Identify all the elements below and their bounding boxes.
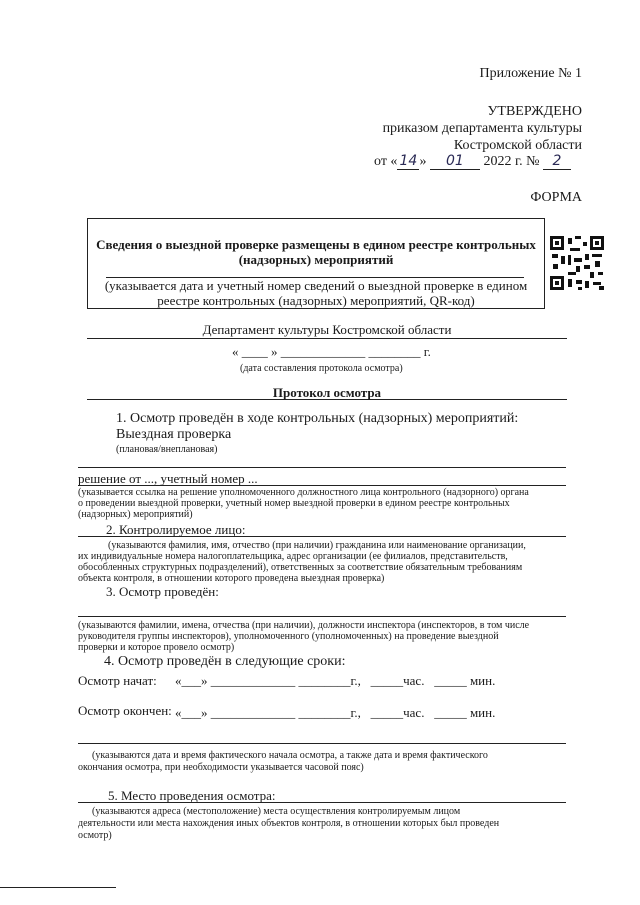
section-2-heading: 2. Контролируемое лицо: <box>106 522 246 537</box>
section-4-heading: 4. Осмотр проведён в следующие сроки: <box>104 654 346 669</box>
section-5-heading: 5. Место проведения осмотра: <box>108 788 276 803</box>
registry-title: Сведения о выездной проверке размещены в едином реестре контрольных (надзорных) мероприятий <box>96 237 536 267</box>
section-2-caption-3: обособленных структурных подразделений), ответственных за соответствие обязательным требованиям <box>78 562 523 573</box>
registry-box <box>87 218 545 309</box>
protocol-date-caption: (дата составления протокола осмотра) <box>240 363 403 374</box>
section-5-caption-1: (указываются адреса (местоположение) места осуществления контролируемым лицом <box>92 806 461 817</box>
order-line-1: приказом департамента культуры <box>382 121 582 136</box>
section-2-line <box>78 536 566 537</box>
section-1-caption: (плановая/внеплановая) <box>116 444 218 455</box>
order-line-2: Костромской области <box>453 138 582 153</box>
section-3-line <box>78 616 566 617</box>
inspection-end-label: Осмотр окончен: <box>78 703 172 718</box>
section-4-caption-2: окончания осмотра, при необходимости указывается часовой пояс) <box>78 762 364 773</box>
department-underline <box>87 338 567 339</box>
section-1-line <box>78 467 566 468</box>
section-2-caption-2: их индивидуальные номера налогоплательщика, адрес организации (ее филиалов, представительств, <box>78 551 508 562</box>
footnote-separator <box>0 887 116 888</box>
section-1-decision-caption-1: (указывается ссылка на решение уполномоченного должностного лица контрольного (надзорного) органа <box>78 487 529 498</box>
section-1-decision: решение от ..., учетный номер ... <box>78 471 258 486</box>
department-name: Департамент культуры Костромской области <box>202 322 452 337</box>
section-1-decision-line <box>78 485 566 486</box>
section-1-decision-caption-3: (надзорных) мероприятий) <box>78 509 193 520</box>
section-1-value: Выездная проверка <box>116 427 232 442</box>
section-3-heading: 3. Осмотр проведён: <box>106 584 219 599</box>
section-1-decision-caption-2: о проведении выездной проверки, учетный номер выездной проверки в едином реестре контрольных <box>78 498 510 509</box>
section-2-caption-4: объекта контроля, в отношении которого проведена выездная проверка) <box>78 573 385 584</box>
section-3-caption-3: проверки и которое провело осмотр) <box>78 642 235 653</box>
section-3-caption-2: руководителя группы инспекторов), уполномоченного (уполномоченных) на проведение выездной <box>78 631 499 642</box>
form-label: ФОРМА <box>530 190 582 205</box>
registry-caption-2: реестре контрольных (надзорных) мероприятий, QR-код) <box>157 293 475 308</box>
qr-code-icon <box>550 236 604 290</box>
section-2-caption-1: (указываются фамилия, имя, отчество (при наличии) гражданина или наименование организации, <box>108 540 526 551</box>
section-5-caption-2: деятельности или места нахождения иных объектов контроля, в отношении которых был проведен <box>78 818 500 829</box>
appendix-label: Приложение № 1 <box>479 66 582 81</box>
protocol-title: Протокол осмотра <box>272 385 382 400</box>
section-5-line <box>78 802 566 803</box>
inspection-start-time: «___» _____________ ________г., _____час. _____ мин. <box>175 673 496 688</box>
section-5-caption-3: осмотр) <box>78 830 112 841</box>
approved-label: УТВЕРЖДЕНО <box>487 104 582 119</box>
inspection-end-time: «___» _____________ ________г., _____час. _____ мин. <box>175 705 496 720</box>
section-1-heading: 1. Осмотр проведён в ходе контрольных (надзорных) мероприятий: <box>116 411 519 426</box>
order-date-line <box>374 153 571 170</box>
order-year: 2022 г. № <box>483 154 540 169</box>
section-4-line <box>78 743 566 744</box>
order-day: 14 <box>397 153 419 170</box>
section-4-caption-1: (указываются дата и время фактического начала осмотра, а также дата и время фактического <box>92 750 488 761</box>
date-prefix: от « <box>374 154 398 169</box>
order-month: 01 <box>430 153 480 170</box>
order-number: 2 <box>543 153 571 170</box>
inspection-start-label: Осмотр начат: <box>78 673 157 688</box>
registry-caption-1: (указывается дата и учетный номер сведений о выездной проверке в едином <box>104 278 528 293</box>
date-quote-close: » <box>419 154 427 169</box>
protocol-date-template: « ____ » _____________ ________ г. <box>232 344 431 359</box>
section-3-caption-1: (указываются фамилии, имена, отчества (при наличии), должности инспектора (инспекторов, в том числе <box>78 620 530 631</box>
